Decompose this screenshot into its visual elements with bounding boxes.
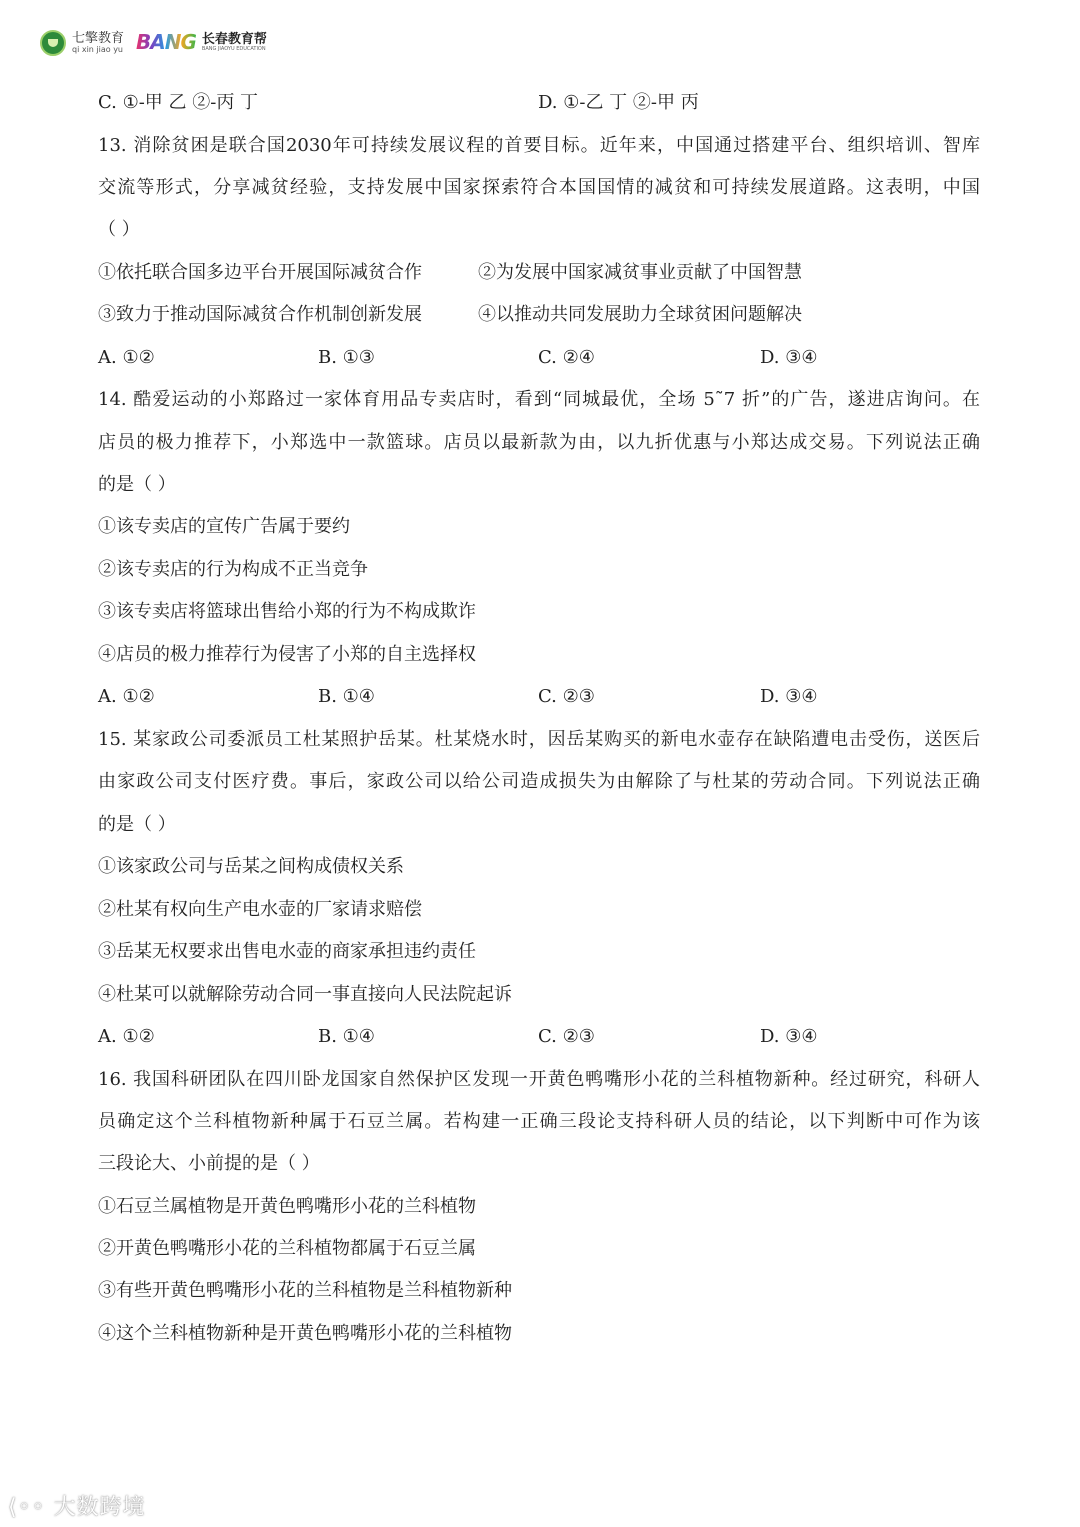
- q16-stem-line: 三段论大、小前提的是（ ）: [98, 1153, 320, 1174]
- q14-item: ②该专卖店的行为构成不正当竞争: [98, 559, 368, 580]
- q14-stem-line: 的是（ ）: [98, 474, 176, 495]
- q16-stem-line: 16. 我国科研团队在四川卧龙国家自然保护区发现一开黄色鸭嘴形小花的兰科植物新种。经过研究，科研人: [98, 1069, 980, 1090]
- q14-stem-line: 14. 酷爱运动的小郑路过一家体育用品专卖店时，看到“同城最优，全场 5˜7 折”的广告，遂进店询问。在: [98, 389, 980, 410]
- watermark: [8, 1490, 146, 1521]
- q13-option-a: A. ①②: [98, 347, 155, 368]
- q14-option-d: D. ③④: [760, 686, 818, 707]
- q15-item: ②杜某有权向生产电水壶的厂家请求赔偿: [98, 899, 422, 920]
- q16-item: ③有些开黄色鸭嘴形小花的兰科植物是兰科植物新种: [98, 1280, 512, 1301]
- q16-item: ④这个兰科植物新种是开黄色鸭嘴形小花的兰科植物: [98, 1323, 512, 1344]
- q15-option-b: B. ①④: [318, 1026, 375, 1047]
- q15-option-c: C. ②③: [538, 1026, 595, 1047]
- q15-stem-line: 15. 某家政公司委派员工杜某照护岳某。杜某烧水时，因岳某购买的新电水壶存在缺陷遭电击受伤，送医后: [98, 729, 980, 750]
- q13-stem-line: 13. 消除贫困是联合国2030年可持续发展议程的首要目标。近年来，中国通过搭建平台、组织培训、智库: [98, 135, 980, 156]
- bang-logo: [136, 30, 267, 54]
- q15-item: ④杜某可以就解除劳动合同一事直接向人民法院起诉: [98, 984, 512, 1005]
- bang-logo-text: 长春教育帮: [201, 31, 267, 47]
- bang-logo-brand: BANG: [136, 30, 196, 54]
- q13-item: ④以推动共同发展助力全球贫困问题解决: [478, 304, 802, 325]
- q14-item: ①该专卖店的宣传广告属于要约: [98, 516, 350, 537]
- q15-stem-line: 由家政公司支付医疗费。事后，家政公司以给公司造成损失为由解除了与杜某的劳动合同。下列说法正确: [98, 771, 980, 792]
- q14-option-a: A. ①②: [98, 686, 155, 707]
- q13-option-d: D. ③④: [760, 347, 818, 368]
- q14-stem-line: 店员的极力推荐下，小郑选中一款篮球。店员以最新款为由，以九折优惠与小郑达成交易。下列说法正确: [98, 432, 980, 453]
- q15-option-a: A. ①②: [98, 1026, 155, 1047]
- q14-option-b: B. ①④: [318, 686, 375, 707]
- q16-stem-line: 员确定这个兰科植物新种属于石豆兰属。若构建一正确三段论支持科研人员的结论，以下判断中可作为该: [98, 1111, 980, 1132]
- q13-option-b: B. ①③: [318, 347, 375, 368]
- q13-stem-line: 交流等形式，分享减贫经验，支持发展中国家探索符合本国国情的减贫和可持续发展道路。这表明，中国: [98, 177, 980, 198]
- q14-item: ③该专卖店将篮球出售给小郑的行为不构成欺诈: [98, 601, 476, 622]
- q15-option-d: D. ③④: [760, 1026, 818, 1047]
- q15-item: ①该家政公司与岳某之间构成债权关系: [98, 856, 404, 877]
- q14-option-c: C. ②③: [538, 686, 595, 707]
- qixin-logo: [40, 30, 124, 56]
- q13-item: ①依托联合国多边平台开展国际减贫合作: [98, 262, 422, 283]
- qixin-logo-text: 七擎教育: [72, 31, 125, 46]
- qixin-logo-pinyin: qi xin jiao yu: [72, 45, 124, 54]
- q16-item: ②开黄色鸭嘴形小花的兰科植物都属于石豆兰属: [98, 1238, 476, 1259]
- watermark-logo-icon: ⟨◦◦: [8, 1495, 46, 1520]
- q14-item: ④店员的极力推荐行为侵害了小郑的自主选择权: [98, 644, 476, 665]
- q13-stem-line: （ ）: [98, 219, 140, 240]
- q13-option-c: C. ②④: [538, 347, 595, 368]
- q13-item: ②为发展中国家减贫事业贡献了中国智慧: [478, 262, 802, 283]
- q15-item: ③岳某无权要求出售电水壶的商家承担违约责任: [98, 941, 476, 962]
- bang-logo-en: BANG JIAOYU EDUCATION: [201, 45, 266, 52]
- q15-stem-line: 的是（ ）: [98, 814, 176, 835]
- q13-item: ③致力于推动国际减贫合作机制创新发展: [98, 304, 422, 325]
- q16-item: ①石豆兰属植物是开黄色鸭嘴形小花的兰科植物: [98, 1196, 476, 1217]
- q12-option-d: D. ①-乙 丁 ②-甲 丙: [538, 92, 699, 113]
- q12-option-c: C. ①-甲 乙 ②-丙 丁: [98, 92, 259, 113]
- watermark-text: 大数跨境: [53, 1495, 146, 1520]
- qixin-logo-icon: [40, 30, 66, 56]
